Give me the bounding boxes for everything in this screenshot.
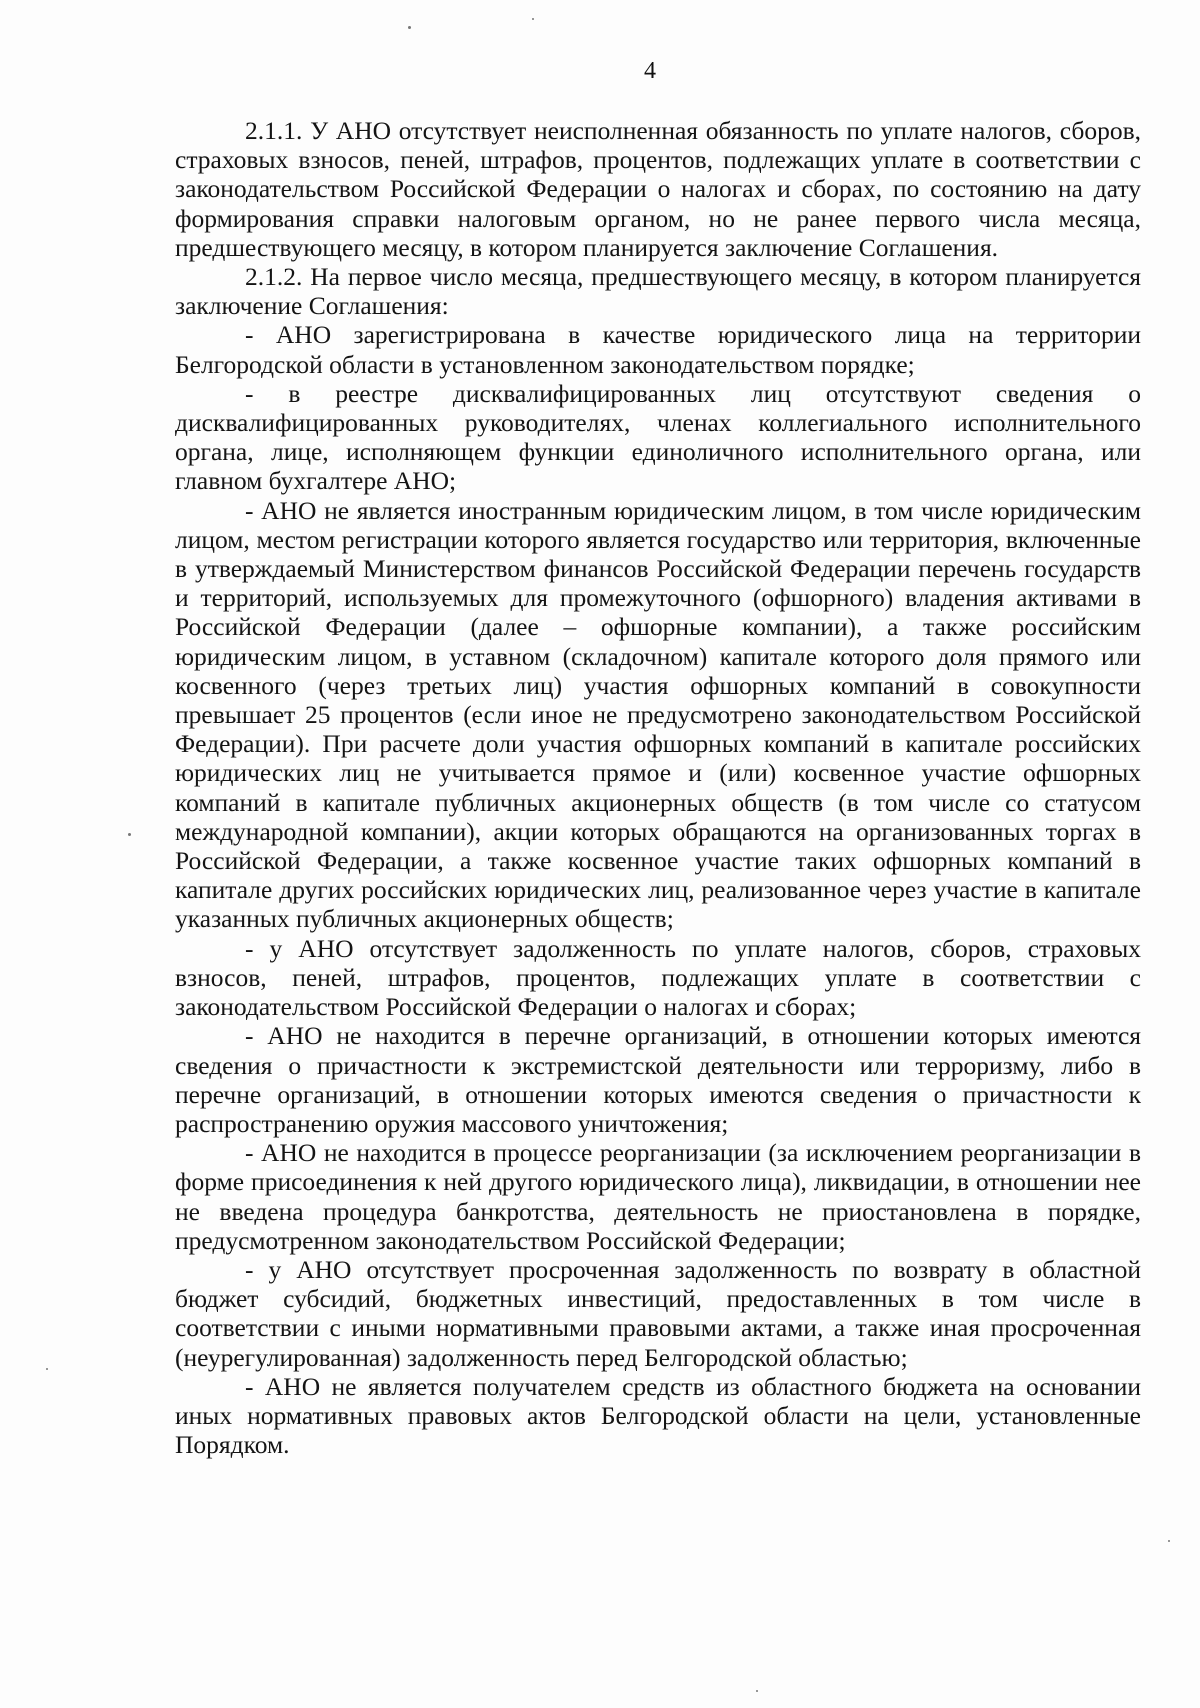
- scan-speck: [46, 1368, 48, 1370]
- list-item-overdue-debt: - у АНО отсутствует просроченная задолженность по возврату в областной бюджет субсидий, бюджетных инвестиций, предоставленных в том числе в соответствии с иными нормативными правовыми актами, а также иная просроченная (неурегулированная) задолженность перед Белгородской областью;: [175, 1254, 1141, 1372]
- paragraph-2-1-2: 2.1.2. На первое число месяца, предшествующего месяцу, в котором планируется заключение Соглашения:: [175, 262, 1141, 321]
- list-item-disqualified-persons: - в реестре дисквалифицированных лиц отсутствуют сведения о дисквалифицированных руководителях, членах коллегиального исполнительного органа, лице, исполняющем функции единоличного исполнительного органа, или главном бухгалтере АНО;: [175, 378, 1141, 496]
- scan-speck: [128, 833, 131, 836]
- list-item-extremism-list: - АНО не находится в перечне организаций, в отношении которых имеются сведения о причастности к экстремистской деятельности или терроризму, либо в перечне организаций, в отношении которых имеются сведения о причастности к распространению оружия массового уничтожения;: [175, 1021, 1141, 1138]
- list-item-registration: - АНО зарегистрирована в качестве юридического лица на территории Белгородской области в установленном законодательством порядке;: [175, 320, 1141, 379]
- document-body: [175, 116, 1141, 1459]
- list-item-reorganization: - АНО не находится в процессе реорганизации (за исключением реорганизации в форме присоединения к ней другого юридического лица), ликвидации, в отношении нее не введена процедура банкротства, деятельность не приостановлена в порядке, предусмотренном законодательством Российской Федерации;: [175, 1138, 1141, 1255]
- scan-speck: [756, 1690, 758, 1692]
- scan-speck: [408, 26, 411, 29]
- list-item-tax-debt: - у АНО отсутствует задолженность по уплате налогов, сборов, страховых взносов, пеней, штрафов, процентов, подлежащих уплате в соответствии с законодательством Российской Федерации о налогах и сборах;: [175, 933, 1141, 1022]
- scan-speck: [532, 18, 534, 20]
- list-item-other-funds: - АНО не является получателем средств из областного бюджета на основании иных нормативных правовых актов Белгородской области на цели, установленные Порядком.: [175, 1371, 1141, 1460]
- scan-speck: [1168, 1540, 1170, 1542]
- paragraph-2-1-1: 2.1.1. У АНО отсутствует неисполненная обязанность по уплате налогов, сборов, страховых взносов, пеней, штрафов, процентов, подлежащих уплате в соответствии с законодательством Российской Федерации о налогах и сборах, по состоянию на дату формирования справки налоговым органом, но не ранее первого числа месяца, предшествующего месяцу, в котором планируется заключение Соглашения.: [175, 116, 1141, 262]
- list-item-offshore-companies: - АНО не является иностранным юридическим лицом, в том числе юридическим лицом, местом регистрации которого является государство или территория, включенные в утверждаемый Министерством финансов Российской Федерации перечень государств и территорий, используемых для промежуточного (офшорного) владения активами в Российской Федерации (далее – офшорные компании), а также российским юридическим лицом, в уставном (складочном) капитале которого доля прямого или косвенного (через третьих лиц) участия офшорных компаний в совокупности превышает 25 процентов (если иное не предусмотрено законодательством Российской Федерации). При расчете доли участия офшорных компаний в капитале российских юридических лиц не учитывается прямое и (или) косвенное участие офшорных компаний в капитале публичных акционерных обществ (в том числе со статусом международной компании), акции которых обращаются на организованных торгах в Российской Федерации, а также косвенное участие таких офшорных компаний в капитале других российских юридических лиц, реализованное через участие в капитале указанных публичных акционерных обществ;: [175, 495, 1141, 934]
- page-number: 4: [644, 58, 656, 84]
